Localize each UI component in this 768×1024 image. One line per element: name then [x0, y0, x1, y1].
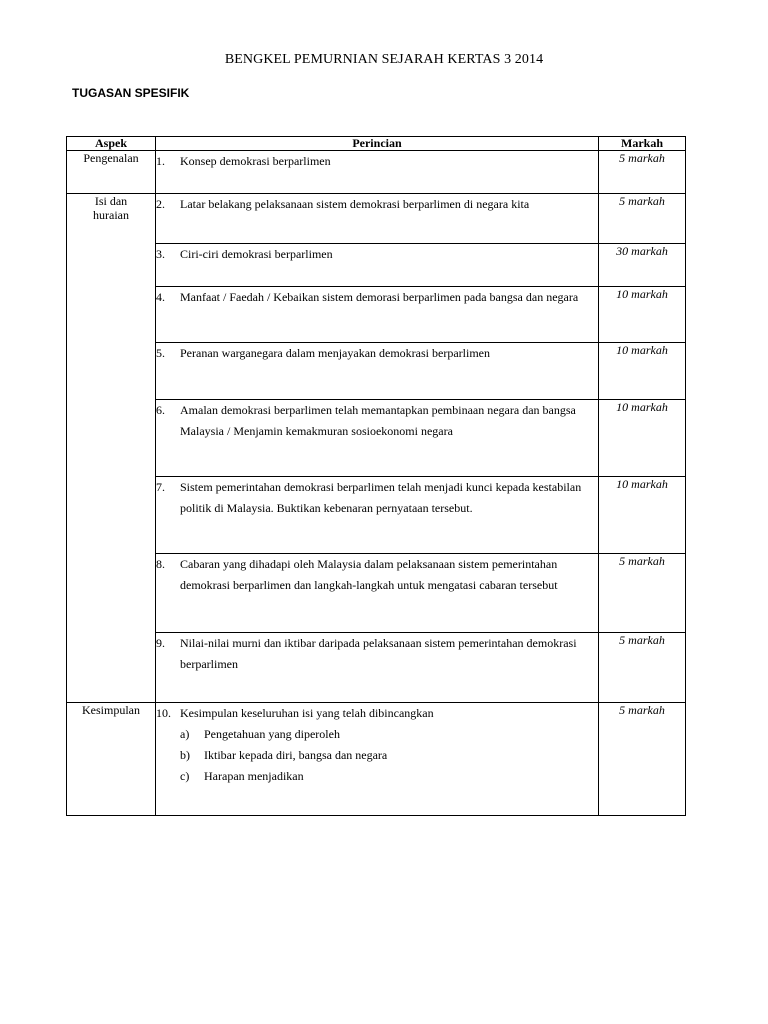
item-number: 2.: [156, 197, 165, 211]
item-number: 6.: [156, 403, 165, 417]
table-row: [67, 287, 686, 343]
header-aspek: Aspek: [67, 137, 156, 151]
sub-item-letter: b): [180, 748, 190, 762]
item-number: 5.: [156, 346, 165, 360]
aspek-label: Isi dan huraian: [93, 194, 129, 222]
perincian-cell: [156, 343, 599, 400]
item-text: Ciri-ciri demokrasi berparlimen: [180, 247, 333, 261]
item-number: 4.: [156, 290, 165, 304]
markah-cell: 10 markah: [599, 477, 686, 554]
item-text: Konsep demokrasi berparlimen: [180, 154, 331, 168]
markah-cell: 10 markah: [599, 287, 686, 343]
table-row: [67, 554, 686, 633]
item-text: Manfaat / Faedah / Kebaikan sistem demorasi berparlimen pada bangsa dan negara: [180, 290, 579, 304]
item-text: Sistem pemerintahan demokrasi berparlimen telah menjadi kunci kepada kestabilan politik di Malaysia. Buktikan kebenaran pernyataan tersebut.: [180, 480, 582, 515]
table-row: [67, 633, 686, 703]
spec-table: [66, 136, 686, 816]
sub-item: [156, 724, 598, 745]
item-text: Kesimpulan keseluruhan isi yang telah dibincangkan: [180, 706, 434, 720]
section-heading: TUGASAN SPESIFIK: [72, 86, 190, 100]
sub-item-text: Pengetahuan yang diperoleh: [204, 727, 340, 741]
aspek-cell: Pengenalan: [67, 151, 156, 194]
markah-cell: 10 markah: [599, 400, 686, 477]
item-number: 10.: [156, 706, 171, 720]
item-number: 9.: [156, 636, 165, 650]
perincian-cell: [156, 244, 599, 287]
sub-item-letter: a): [180, 727, 190, 741]
item-text: Latar belakang pelaksanaan sistem demokrasi berparlimen di negara kita: [180, 197, 530, 211]
header-markah: Markah: [599, 137, 686, 151]
document-title: BENGKEL PEMURNIAN SEJARAH KERTAS 3 2014: [224, 52, 544, 67]
perincian-cell: [156, 151, 599, 194]
table-row: [67, 343, 686, 400]
markah-cell: 5 markah: [599, 554, 686, 633]
markah-cell: 10 markah: [599, 343, 686, 400]
item-text: Nilai-nilai murni dan iktibar daripada pelaksanaan sistem pemerintahan demokrasi berparlimen: [180, 636, 577, 671]
perincian-cell: [156, 400, 599, 477]
perincian-cell: [156, 477, 599, 554]
item-number: 7.: [156, 480, 165, 494]
item-text: Peranan warganegara dalam menjayakan demokrasi berparlimen: [180, 346, 490, 360]
markah-cell: 5 markah: [599, 633, 686, 703]
aspek-cell: [67, 194, 156, 703]
item-number: 3.: [156, 247, 165, 261]
table-row: [67, 244, 686, 287]
perincian-cell: [156, 703, 599, 816]
header-perincian: Perincian: [156, 137, 599, 151]
sub-item: [156, 745, 598, 766]
perincian-cell: [156, 633, 599, 703]
item-text: Amalan demokrasi berparlimen telah memantapkan pembinaan negara dan bangsa Malaysia / Menjamin kemakmuran sosioekonomi negara: [180, 403, 576, 438]
perincian-cell: [156, 194, 599, 244]
markah-cell: 30 markah: [599, 244, 686, 287]
perincian-cell: [156, 287, 599, 343]
table-row: [67, 151, 686, 194]
table-row: [67, 477, 686, 554]
sub-item: [156, 766, 598, 787]
aspek-cell: Kesimpulan: [67, 703, 156, 816]
markah-cell: 5 markah: [599, 151, 686, 194]
perincian-cell: [156, 554, 599, 633]
markah-cell: 5 markah: [599, 703, 686, 816]
sub-item-letter: c): [180, 769, 190, 783]
sub-item-text: Iktibar kepada diri, bangsa dan negara: [204, 748, 388, 762]
table-row: [67, 194, 686, 244]
table-header-row: [67, 137, 686, 151]
item-number: 1.: [156, 154, 165, 168]
item-text: Cabaran yang dihadapi oleh Malaysia dalam pelaksanaan sistem pemerintahan demokrasi berparlimen dan langkah-langkah untuk mengatasi cabaran tersebut: [180, 557, 558, 592]
sub-item-text: Harapan menjadikan: [204, 769, 304, 783]
markah-cell: 5 markah: [599, 194, 686, 244]
table-row: [67, 400, 686, 477]
table-row: [67, 703, 686, 816]
item-number: 8.: [156, 557, 165, 571]
